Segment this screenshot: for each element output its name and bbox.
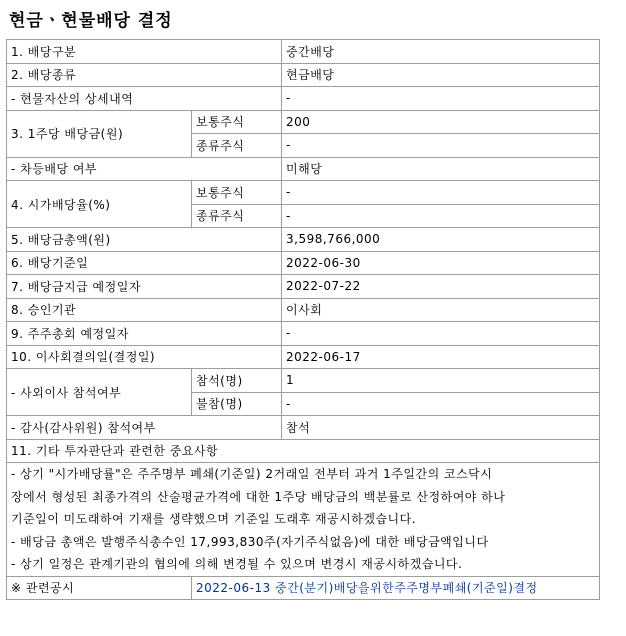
absent-label: 불참(명) — [192, 392, 282, 416]
agm-date-value: - — [282, 322, 600, 346]
approval-body-value: 이사회 — [282, 298, 600, 322]
table-row — [7, 228, 600, 252]
auditor-attendance-value: 참석 — [282, 416, 600, 440]
record-date-value: 2022-06-30 — [282, 251, 600, 275]
related-disclosure-link[interactable]: 2022-06-13 중간(분기)배당을위한주주명부폐쇄(기준일)결정 — [196, 581, 538, 596]
absent-value: - — [282, 392, 600, 416]
related-disclosure-label: ※ 관련공시 — [7, 576, 192, 600]
note-line: - 상기 일정은 관계기관의 협의에 의해 변경될 수 있으며 변경시 재공시하겠습니다. — [11, 557, 463, 571]
table-row — [7, 345, 600, 369]
table-row — [7, 87, 600, 111]
dps-label: 3. 1주당 배당금(원) — [7, 110, 192, 157]
approval-body-label: 8. 승인기관 — [7, 298, 282, 322]
table-row — [7, 251, 600, 275]
dps-pref-value: - — [282, 134, 600, 158]
dps-pref-label: 종류주식 — [192, 134, 282, 158]
related-disclosure-cell — [192, 576, 600, 600]
table-row — [7, 181, 600, 205]
table-row — [7, 416, 600, 440]
note-line: 장에서 형성된 최종가격의 산술평균가격에 대한 1주당 배당금의 백분률로 산정하여야 하나 — [11, 489, 506, 504]
table-row — [7, 63, 600, 87]
note-line: - 배당금 총액은 발행주식총수인 17,993,830주(자기주식없음)에 대한 배당금액입니다 — [11, 534, 489, 549]
yield-pref-value: - — [282, 204, 600, 228]
table-row — [7, 463, 600, 577]
note-line: 기준일이 미도래하여 기재를 생략했으며 기준일 도래후 재공시하겠습니다. — [11, 512, 417, 526]
payment-date-value: 2022-07-22 — [282, 275, 600, 299]
table-row — [7, 275, 600, 299]
disclosure-table — [6, 39, 600, 600]
note-line: - 상기 "시가배당률"은 주주명부 폐쇄(기준일) 2거래일 전부터 과거 1주일간의 코스닥시 — [11, 467, 493, 481]
yield-common-label: 보통주식 — [192, 181, 282, 205]
board-resolution-value: 2022-06-17 — [282, 345, 600, 369]
table-row — [7, 322, 600, 346]
in-kind-detail-value: - — [282, 87, 600, 111]
table-row — [7, 298, 600, 322]
auditor-attendance-label: - 감사(감사위원) 참석여부 — [7, 416, 282, 440]
other-matters-notes — [7, 463, 600, 577]
yield-label: 4. 시가배당율(%) — [7, 181, 192, 228]
differential-dividend-label: - 차등배당 여부 — [7, 157, 282, 181]
payment-date-label: 7. 배당금지급 예정일자 — [7, 275, 282, 299]
total-dividend-value: 3,598,766,000 — [282, 228, 600, 252]
table-row — [7, 439, 600, 463]
dividend-kind-value: 현금배당 — [282, 63, 600, 87]
table-row — [7, 40, 600, 64]
dividend-type-label: 1. 배당구분 — [7, 40, 282, 64]
dps-common-value: 200 — [282, 110, 600, 134]
yield-pref-label: 종류주식 — [192, 204, 282, 228]
table-row — [7, 110, 600, 134]
agm-date-label: 9. 주주총회 예정일자 — [7, 322, 282, 346]
board-resolution-label: 10. 이사회결의일(결정일) — [7, 345, 282, 369]
present-value: 1 — [282, 369, 600, 393]
in-kind-detail-label: - 현물자산의 상세내역 — [7, 87, 282, 111]
table-row — [7, 369, 600, 393]
differential-dividend-value: 미해당 — [282, 157, 600, 181]
record-date-label: 6. 배당기준일 — [7, 251, 282, 275]
page-title: 현금ㆍ현물배당 결정 — [9, 11, 173, 31]
other-matters-label: 11. 기타 투자판단과 관련한 중요사항 — [7, 439, 600, 463]
outside-director-label: - 사외이사 참석여부 — [7, 369, 192, 416]
present-label: 참석(명) — [192, 369, 282, 393]
dividend-type-value: 중간배당 — [282, 40, 600, 64]
dividend-kind-label: 2. 배당종류 — [7, 63, 282, 87]
yield-common-value: - — [282, 181, 600, 205]
table-row — [7, 157, 600, 181]
total-dividend-label: 5. 배당금총액(원) — [7, 228, 282, 252]
dps-common-label: 보통주식 — [192, 110, 282, 134]
table-row — [7, 576, 600, 600]
